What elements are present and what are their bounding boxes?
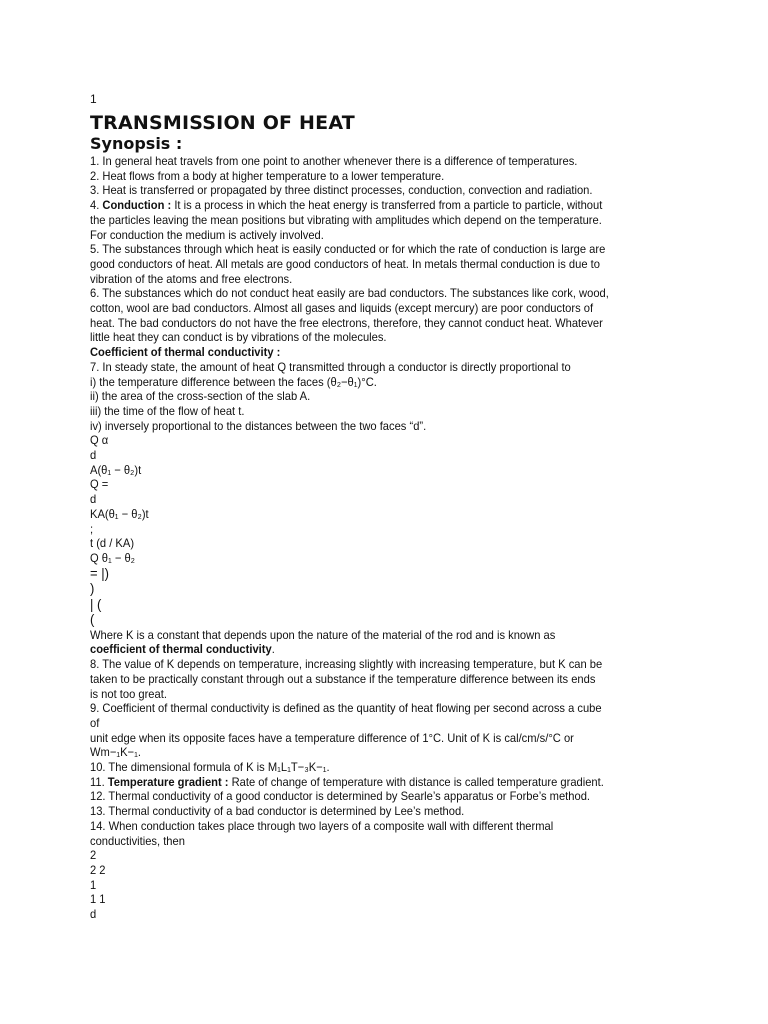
paragraph-5-line-1: 5. The substances through which heat is easily conducted or for which the rate of conduction is large are xyxy=(90,242,606,257)
term-conduction: Conduction : xyxy=(102,198,172,213)
paragraph-12: 12. Thermal conductivity of a good conductor is determined by Searle’s apparatus or Forbe’s method. xyxy=(90,789,591,804)
paragraph-4-line-2: the particles leaving the mean positions but vibrating with amplitudes which depend on the temperature. xyxy=(90,212,602,227)
paragraph-9-line-2: of xyxy=(90,715,100,730)
garbled-line-1: 2 xyxy=(90,848,97,863)
paragraph-6-line-1: 6. The substances which do not conduct heat easily are bad conductors. The substances like cork, wood, xyxy=(90,286,609,301)
paragraph-7-item-iii: iii) the time of the flow of heat t. xyxy=(90,403,245,418)
formula-line-13: ( xyxy=(90,611,95,628)
page-title: TRANSMISSION OF HEAT xyxy=(90,112,355,134)
formula-line-6: KA(θ₁ − θ₂)t xyxy=(90,506,149,521)
where-line-1: Where K is a constant that depends upon the nature of the material of the rod and is known as xyxy=(90,627,556,642)
paragraph-2: 2. Heat flows from a body at higher temperature to a lower temperature. xyxy=(90,168,445,183)
garbled-line-2: 2 2 xyxy=(90,862,106,877)
section-subtitle: Synopsis : xyxy=(90,134,183,153)
formula-line-9: Q θ₁ − θ₂ xyxy=(90,550,136,565)
paragraph-9-line-3: unit edge when its opposite faces have a temperature difference of 1°C. Unit of K is cal/cm/s/°C or xyxy=(90,730,574,745)
paragraph-14-line-1: 14. When conduction takes place through two layers of a composite wall with different thermal xyxy=(90,818,554,833)
paragraph-9-line-1: 9. Coefficient of thermal conductivity is defined as the quantity of heat flowing per second across a cube xyxy=(90,701,602,716)
formula-line-7: ; xyxy=(90,521,94,536)
paragraph-7-item-iv: iv) inversely proportional to the distances between the two faces “d”. xyxy=(90,418,427,433)
document-body xyxy=(90,154,690,922)
paragraph-1: 1. In general heat travels from one point to another whenever there is a difference of temperatures. xyxy=(90,154,578,168)
paragraph-6-line-2: cotton, wool are bad conductors. Almost all gases and liquids (except mercury) are poor conductors of xyxy=(90,301,594,316)
where-period: . xyxy=(271,642,275,657)
paragraph-13: 13. Thermal conductivity of a bad conductor is determined by Lee’s method. xyxy=(90,804,465,819)
formula-line-2: d xyxy=(90,448,97,463)
page-number: 1 xyxy=(90,92,97,106)
paragraph-4-number: 4. xyxy=(90,198,103,213)
document-page xyxy=(90,92,690,922)
where-line-2 xyxy=(90,642,690,657)
paragraph-11-number: 11. xyxy=(90,774,108,789)
paragraph-11-text: Rate of change of temperature with distance is called temperature gradient. xyxy=(228,774,604,789)
paragraph-10: 10. The dimensional formula of K is M₁L₁T−₃K−₁. xyxy=(90,760,330,775)
paragraph-11 xyxy=(90,775,690,790)
heading-thermal-conductivity: Coefficient of thermal conductivity : xyxy=(90,345,281,360)
garbled-line-4: 1 1 xyxy=(90,892,106,907)
paragraph-6-line-4: little heat they can conduct is by vibrations of the molecules. xyxy=(90,330,387,345)
garbled-line-5: d xyxy=(90,907,97,922)
paragraph-6-line-3: heat. The bad conductors do not have the free electrons, therefore, they cannot conduct heat. Whatever xyxy=(90,315,603,330)
formula-line-11: ) xyxy=(90,580,95,597)
paragraph-7-item-i: i) the temperature difference between the faces (θ₂−θ₁)°C. xyxy=(90,374,377,389)
formula-line-5: d xyxy=(90,492,97,507)
paragraph-7: 7. In steady state, the amount of heat Q transmitted through a conductor is directly proportional to xyxy=(90,359,571,374)
paragraph-8-line-3: is not too great. xyxy=(90,686,167,701)
paragraph-8-line-1: 8. The value of K depends on temperature, increasing slightly with increasing temperature, but K can be xyxy=(90,657,603,672)
paragraph-4 xyxy=(90,198,690,213)
formula-line-8: t (d / KA) xyxy=(90,536,135,551)
paragraph-5-line-3: vibration of the atoms and free electrons. xyxy=(90,271,293,286)
term-temperature-gradient: Temperature gradient : xyxy=(107,774,229,789)
paragraph-3: 3. Heat is transferred or propagated by three distinct processes, conduction, convection and radiation. xyxy=(90,183,593,198)
formula-line-4: Q = xyxy=(90,477,109,492)
garbled-line-3: 1 xyxy=(90,877,97,892)
term-coefficient: coefficient of thermal conductivity xyxy=(90,642,272,657)
paragraph-14-line-2: conductivities, then xyxy=(90,833,185,848)
formula-line-3: A(θ₁ − θ₂)t xyxy=(90,462,142,477)
paragraph-8-line-2: taken to be practically constant through out a substance if the temperature difference between its ends xyxy=(90,671,596,686)
formula-line-10: = |) xyxy=(90,564,109,581)
formula-line-12: | ( xyxy=(90,595,102,612)
paragraph-5-line-2: good conductors of heat. All metals are good conductors of heat. In metals thermal conduction is due to xyxy=(90,256,600,271)
paragraph-4-line-3: For conduction the medium is actively involved. xyxy=(90,227,324,242)
paragraph-7-item-ii: ii) the area of the cross-section of the slab A. xyxy=(90,389,311,404)
paragraph-9-line-4: Wm−₁K−₁. xyxy=(90,745,141,760)
paragraph-4-text: It is a process in which the heat energy is transferred from a particle to particle, without xyxy=(171,198,603,213)
formula-line-1: Q α xyxy=(90,433,109,448)
